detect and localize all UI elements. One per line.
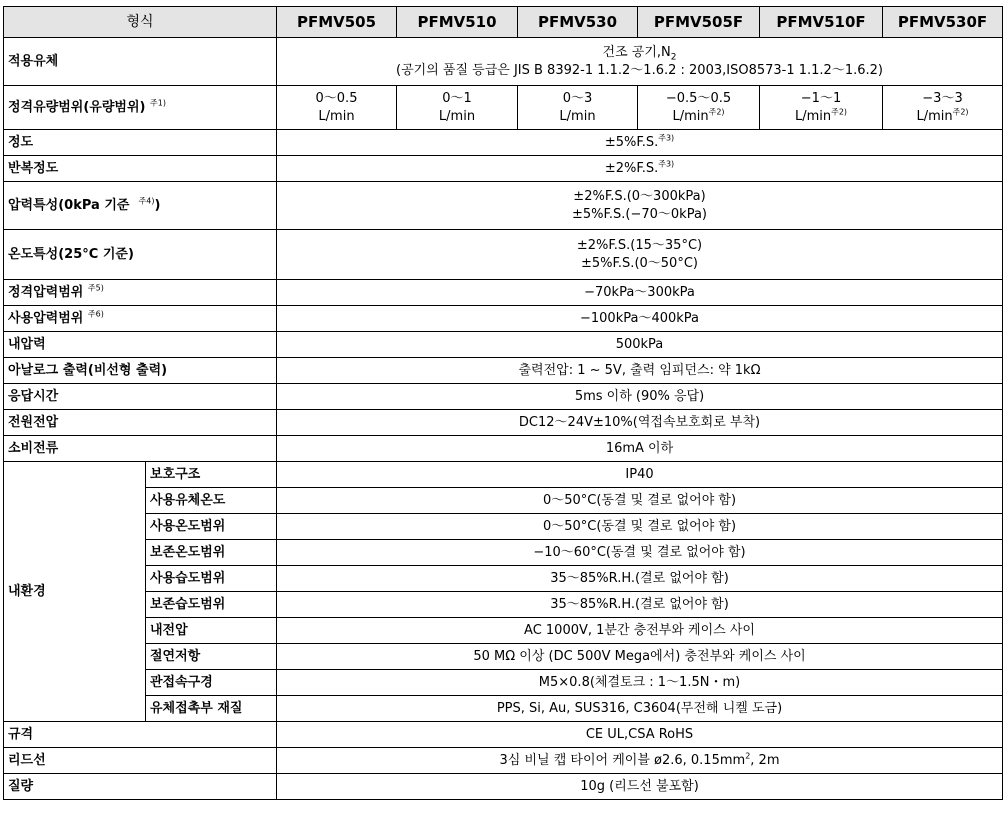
pressure-line1: ±2%F.S.(0～300kPa): [573, 188, 706, 204]
row-current: [4, 436, 1003, 462]
model-header: PFMV505F: [638, 7, 760, 38]
flow-unit: L/min: [672, 108, 709, 124]
row-value: DC12～24V±10%(역접속보호회로 부착): [277, 410, 1003, 436]
row-value: [277, 130, 1003, 156]
row-fluid: [4, 38, 1003, 86]
row-label: 정도: [4, 130, 277, 156]
row-label: 소비전류: [4, 436, 277, 462]
row-accuracy: [4, 130, 1003, 156]
env-sublabel: 보존온도범위: [146, 540, 277, 566]
row-label: [4, 182, 277, 230]
row-label-text: 정격압력범위: [8, 284, 84, 300]
flow-unit: L/min: [318, 108, 355, 124]
temp-line2: ±5%F.S.(0～50°C): [581, 255, 698, 271]
footnote: 주3): [658, 159, 675, 169]
row-value: 5ms 이하 (90% 응답): [277, 384, 1003, 410]
row-label: 반복정도: [4, 156, 277, 182]
row-label: [4, 280, 277, 306]
footnote: 주2): [952, 107, 969, 117]
env-sublabel: 절연저항: [146, 644, 277, 670]
row-label: 규격: [4, 722, 277, 748]
row-value: CE UL,CSA RoHS: [277, 722, 1003, 748]
env-value: 35～85%R.H.(결로 없어야 함): [277, 566, 1003, 592]
row-env-fluid-temp: [4, 488, 1003, 514]
model-header: PFMV510F: [760, 7, 883, 38]
flow-unit: L/min: [438, 108, 476, 124]
env-sublabel: 내전압: [146, 618, 277, 644]
model-header: PFMV510: [397, 7, 518, 38]
flow-range: 0～3: [562, 90, 593, 106]
env-sublabel: 관접속구경: [146, 670, 277, 696]
row-weight: [4, 774, 1003, 800]
env-value: −10～60°C(동결 및 결로 없어야 함): [277, 540, 1003, 566]
flow-unit: L/min: [916, 108, 953, 124]
row-env-withstand-voltage: [4, 618, 1003, 644]
env-value: 35～85%R.H.(결로 없어야 함): [277, 592, 1003, 618]
fluid-subscript: 2: [670, 52, 677, 63]
row-label: [4, 306, 277, 332]
row-rated-pressure: [4, 280, 1003, 306]
footnote: 주4): [138, 196, 155, 206]
flow-range: 0～0.5: [315, 90, 358, 106]
env-sublabel: 사용습도범위: [146, 566, 277, 592]
env-value: 0～50°C(동결 및 결로 없어야 함): [277, 488, 1003, 514]
row-value: 출력전압: 1 ~ 5V, 출력 임피던스: 약 1kΩ: [277, 358, 1003, 384]
footnote: 주2): [831, 107, 848, 117]
fluid-value: 건조 공기,N: [602, 44, 671, 60]
row-env-wetted-material: [4, 696, 1003, 722]
env-value: 50 MΩ 이상 (DC 500V Mega에서) 충전부와 케이스 사이: [277, 644, 1003, 670]
flow-cell: [760, 86, 883, 130]
row-label-text: 정격유량범위(유량범위): [8, 99, 146, 115]
lead-wire-value: 3심 비닐 캡 타이어 케이블 ø2.6, 0.15mm: [499, 752, 746, 768]
flow-range: −0.5～0.5: [665, 90, 732, 106]
model-header: PFMV530: [518, 7, 638, 38]
row-env-protection: [4, 462, 1003, 488]
row-env-insulation: [4, 644, 1003, 670]
env-value: PPS, Si, Au, SUS316, C3604(무전해 니켈 도금): [277, 696, 1003, 722]
flow-unit: L/min: [794, 108, 832, 124]
lead-wire-value-end: , 2m: [750, 752, 780, 768]
row-value: −100kPa～400kPa: [277, 306, 1003, 332]
row-label: 내압력: [4, 332, 277, 358]
temp-line1: ±2%F.S.(15～35°C): [576, 237, 703, 253]
row-env-operating-humidity: [4, 566, 1003, 592]
footnote: 주3): [658, 133, 675, 143]
row-temp-char: [4, 230, 1003, 280]
row-value: 10g (리드선 불포함): [277, 774, 1003, 800]
row-label: 아날로그 출력(비선형 출력): [4, 358, 277, 384]
row-value: [277, 230, 1003, 280]
row-label: [4, 86, 277, 130]
env-sublabel: 유체접촉부 재질: [146, 696, 277, 722]
row-standards: [4, 722, 1003, 748]
row-value: 16mA 이하: [277, 436, 1003, 462]
model-header: PFMV505: [277, 7, 397, 38]
superscript: 2: [745, 751, 751, 761]
row-value: [277, 38, 1003, 86]
row-env-operating-temp: [4, 514, 1003, 540]
flow-cell: [277, 86, 397, 130]
row-repeatability: [4, 156, 1003, 182]
row-env-storage-temp: [4, 540, 1003, 566]
row-label: 적용유체: [4, 38, 277, 86]
flow-cell: [397, 86, 518, 130]
flow-range: −1～1: [800, 90, 842, 106]
header-row: [4, 7, 1003, 38]
row-response-time: [4, 384, 1003, 410]
row-label: 질량: [4, 774, 277, 800]
row-proof-pressure: [4, 332, 1003, 358]
flow-unit: L/min: [559, 108, 596, 124]
row-label-end: ): [154, 197, 161, 213]
env-group-label: 내환경: [4, 462, 146, 722]
row-value: [277, 182, 1003, 230]
row-value: −70kPa～300kPa: [277, 280, 1003, 306]
row-value: [277, 156, 1003, 182]
env-sublabel: 사용유체온도: [146, 488, 277, 514]
row-label: 온도특성(25°C 기준): [4, 230, 277, 280]
env-sublabel: 보존습도범위: [146, 592, 277, 618]
env-value: 0～50°C(동결 및 결로 없어야 함): [277, 514, 1003, 540]
row-flow-range: [4, 86, 1003, 130]
flow-cell: [638, 86, 760, 130]
row-label-text: 사용압력범위: [8, 310, 84, 326]
row-lead-wire: [4, 748, 1003, 774]
spec-table: [3, 6, 1003, 800]
row-label: 리드선: [4, 748, 277, 774]
row-value: 500kPa: [277, 332, 1003, 358]
row-operating-pressure: [4, 306, 1003, 332]
env-sublabel: 보호구조: [146, 462, 277, 488]
model-header: PFMV530F: [883, 7, 1003, 38]
row-analog-output: [4, 358, 1003, 384]
row-label-text: 압력특성(0kPa 기준: [8, 197, 130, 213]
env-value: M5×0.8(체결토크 : 1～1.5N・m): [277, 670, 1003, 696]
flow-cell: [518, 86, 638, 130]
env-sublabel: 사용온도범위: [146, 514, 277, 540]
row-env-storage-humidity: [4, 592, 1003, 618]
env-value: IP40: [277, 462, 1003, 488]
footnote: 주6): [87, 309, 104, 319]
row-label: 응답시간: [4, 384, 277, 410]
fluid-value-line2: (공기의 품질 등급은 JIS B 8392-1 1.1.2～1.6.2 : 2003,ISO8573-1 1.1.2～1.6.2): [396, 62, 883, 78]
row-pressure-char: [4, 182, 1003, 230]
footnote: 주2): [708, 107, 725, 117]
row-env-port-size: [4, 670, 1003, 696]
header-label: 형식: [4, 7, 277, 38]
repeatability-value: ±2%F.S.: [604, 160, 659, 176]
flow-range: 0～1: [442, 90, 472, 106]
footnote: 주1): [150, 98, 166, 108]
flow-cell: [883, 86, 1003, 130]
env-value: AC 1000V, 1분간 충전부와 케이스 사이: [277, 618, 1003, 644]
row-value: [277, 748, 1003, 774]
footnote: 주5): [87, 283, 104, 293]
row-label: 전원전압: [4, 410, 277, 436]
flow-range: −3～3: [922, 90, 963, 106]
row-supply-voltage: [4, 410, 1003, 436]
pressure-line2: ±5%F.S.(−70～0kPa): [571, 206, 708, 222]
accuracy-value: ±5%F.S.: [604, 134, 659, 150]
